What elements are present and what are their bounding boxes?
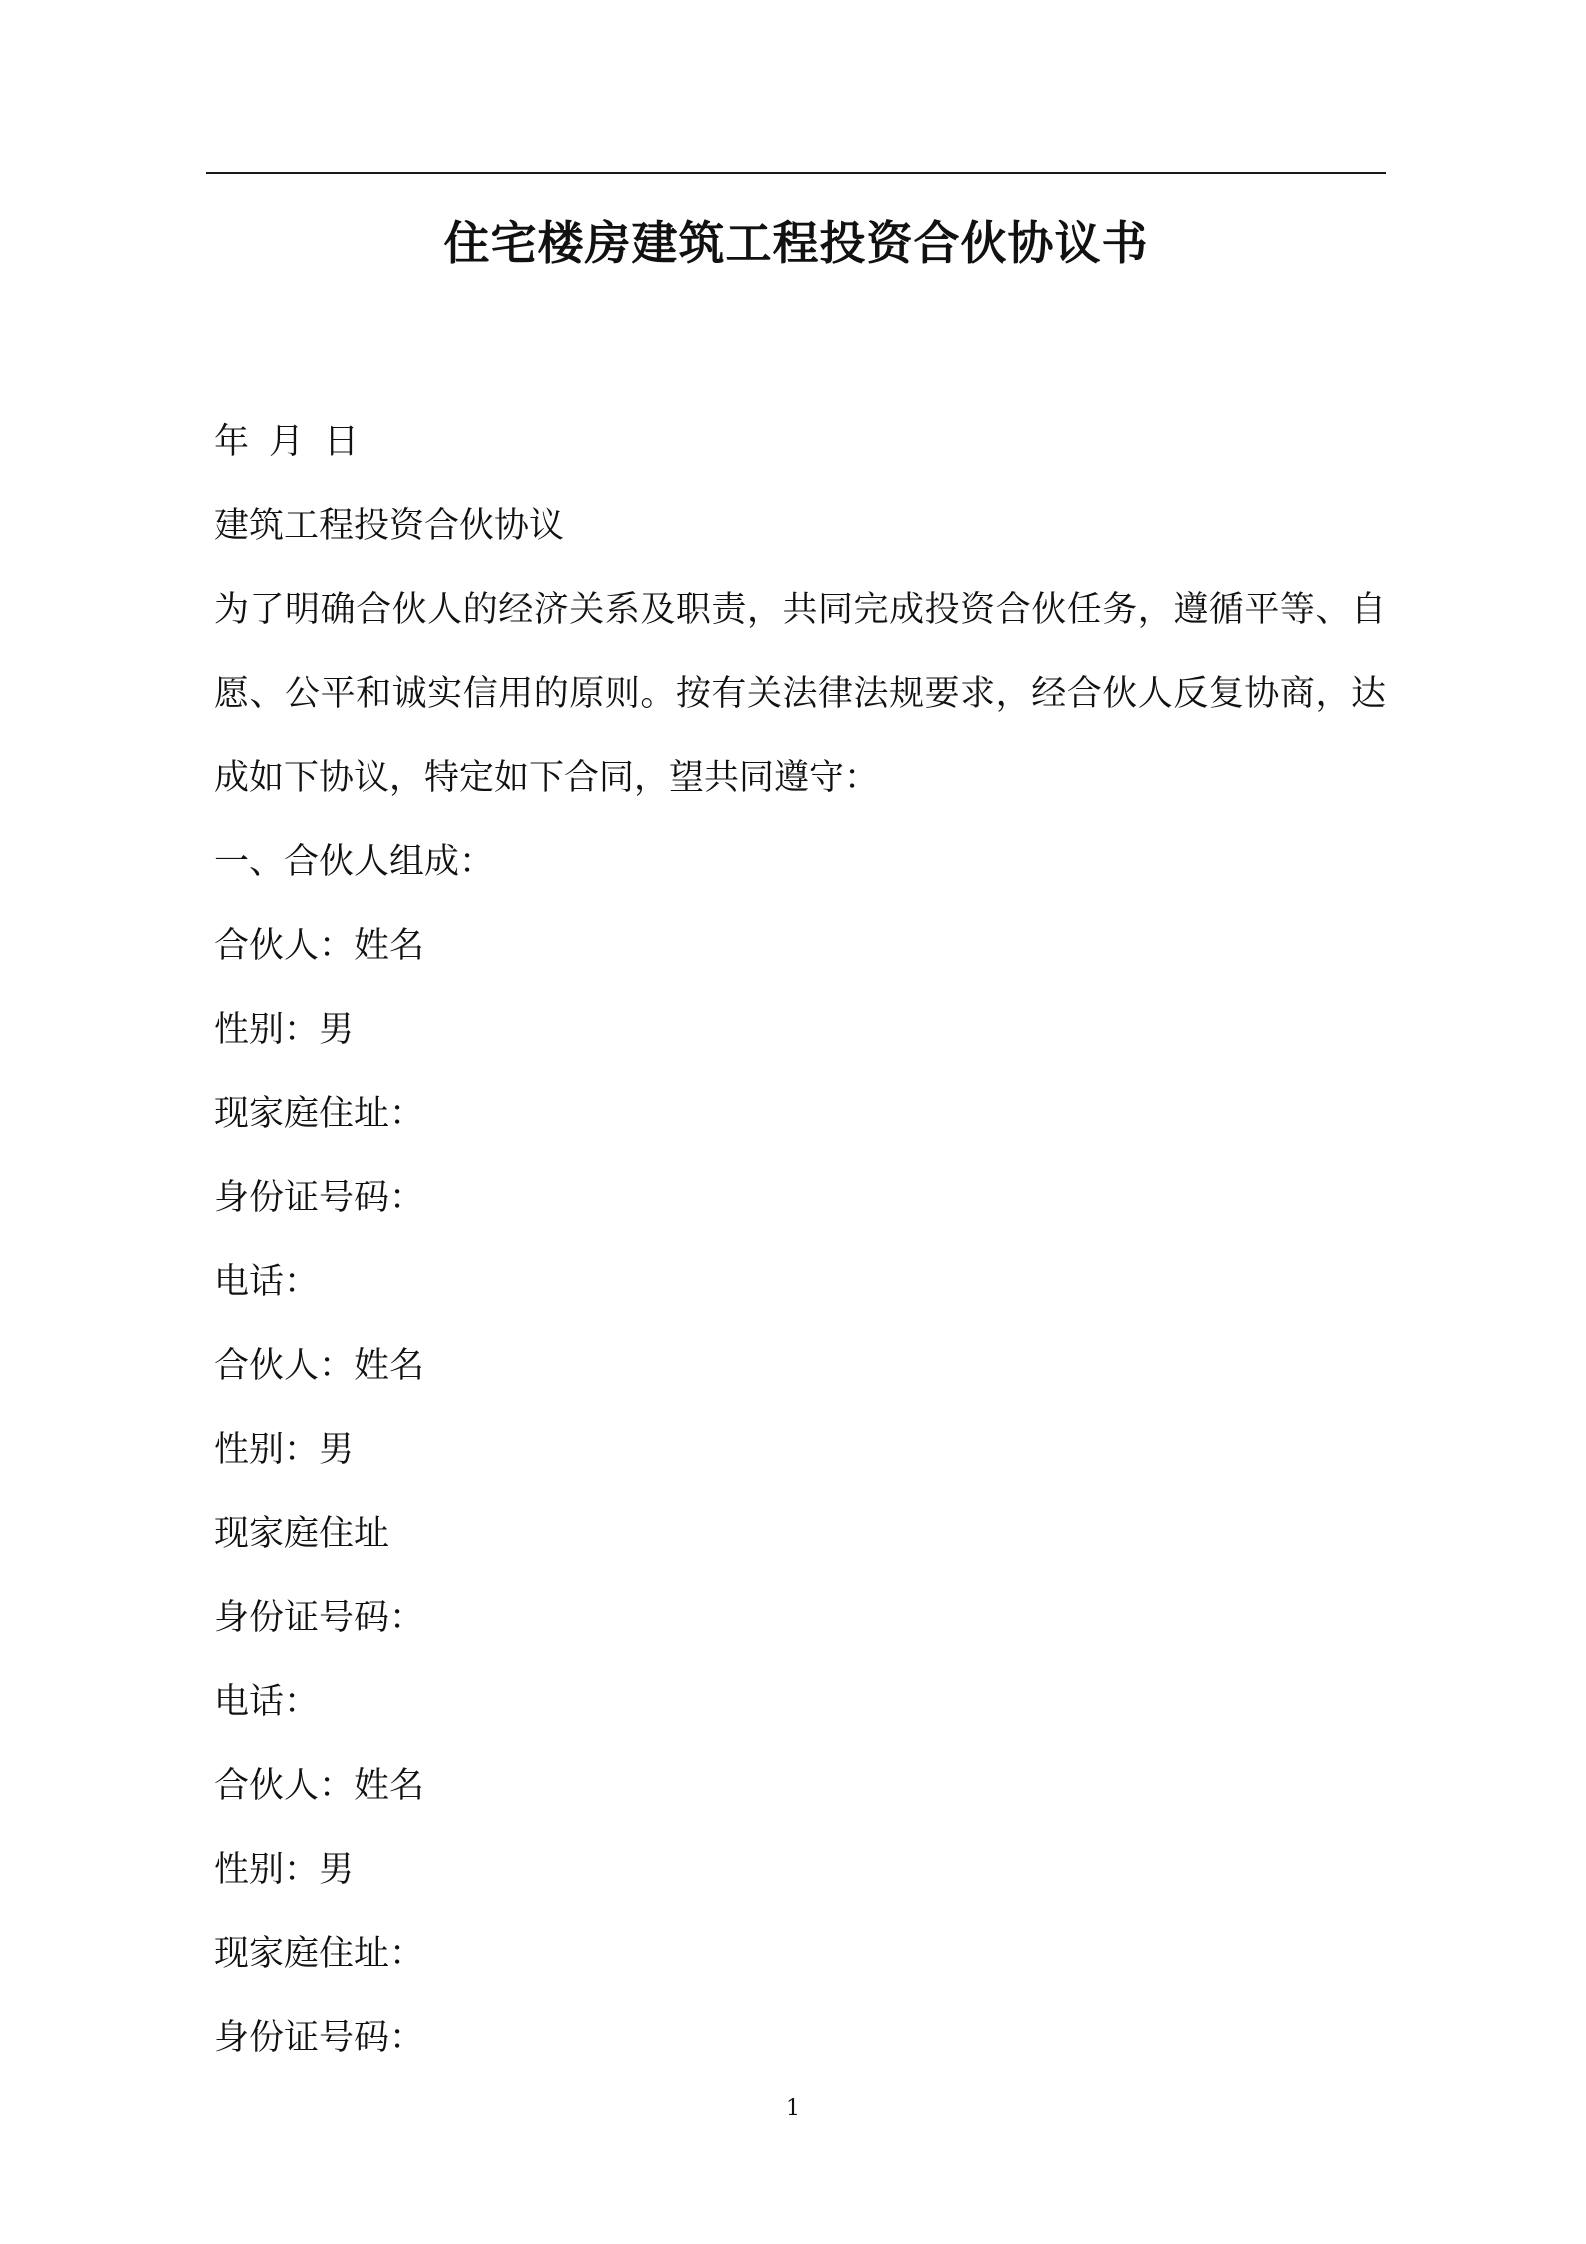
- partner-2-gender: 性别：男: [214, 1430, 355, 1470]
- date-month: 月: [269, 422, 305, 462]
- partner-1-gender: 性别：男: [214, 1010, 355, 1050]
- partner-3-gender: 性别：男: [214, 1850, 355, 1890]
- partner-3-id-number: 身份证号码：: [214, 2018, 425, 2058]
- partner-1-id-number: 身份证号码：: [214, 1178, 425, 1218]
- section-1-heading: 一、合伙人组成：: [214, 842, 495, 882]
- partner-1-name: 合伙人：姓名: [214, 926, 425, 966]
- partner-3-address: 现家庭住址：: [214, 1934, 425, 1974]
- partner-1-phone: 电话：: [214, 1262, 320, 1302]
- date-day: 日: [324, 422, 360, 462]
- partner-1-address: 现家庭住址：: [214, 1094, 425, 1134]
- intro-paragraph: 为了明确合伙人的经济关系及职责，共同完成投资合伙任务，遵循平等、自愿、公平和诚实信用的原则。按有关法律法规要求，经合伙人反复协商，达成如下协议，特定如下合同，望共同遵守：: [214, 590, 1386, 798]
- agreement-subtitle: 建筑工程投资合伙协议: [214, 506, 565, 546]
- partner-3-name: 合伙人：姓名: [214, 1766, 425, 1806]
- date-line: [214, 400, 1386, 484]
- partner-2-address: 现家庭住址: [214, 1514, 390, 1554]
- partner-2-id-number: 身份证号码：: [214, 1598, 425, 1638]
- partner-2-phone: 电话：: [214, 1682, 320, 1722]
- date-year: 年: [214, 422, 250, 462]
- document-body: [214, 400, 1386, 2080]
- document-title: 住宅楼房建筑工程投资合伙协议书: [443, 216, 1149, 270]
- page-number: 1: [786, 2096, 800, 2121]
- partner-2-name: 合伙人：姓名: [214, 1346, 425, 1386]
- header-rule: [206, 172, 1386, 174]
